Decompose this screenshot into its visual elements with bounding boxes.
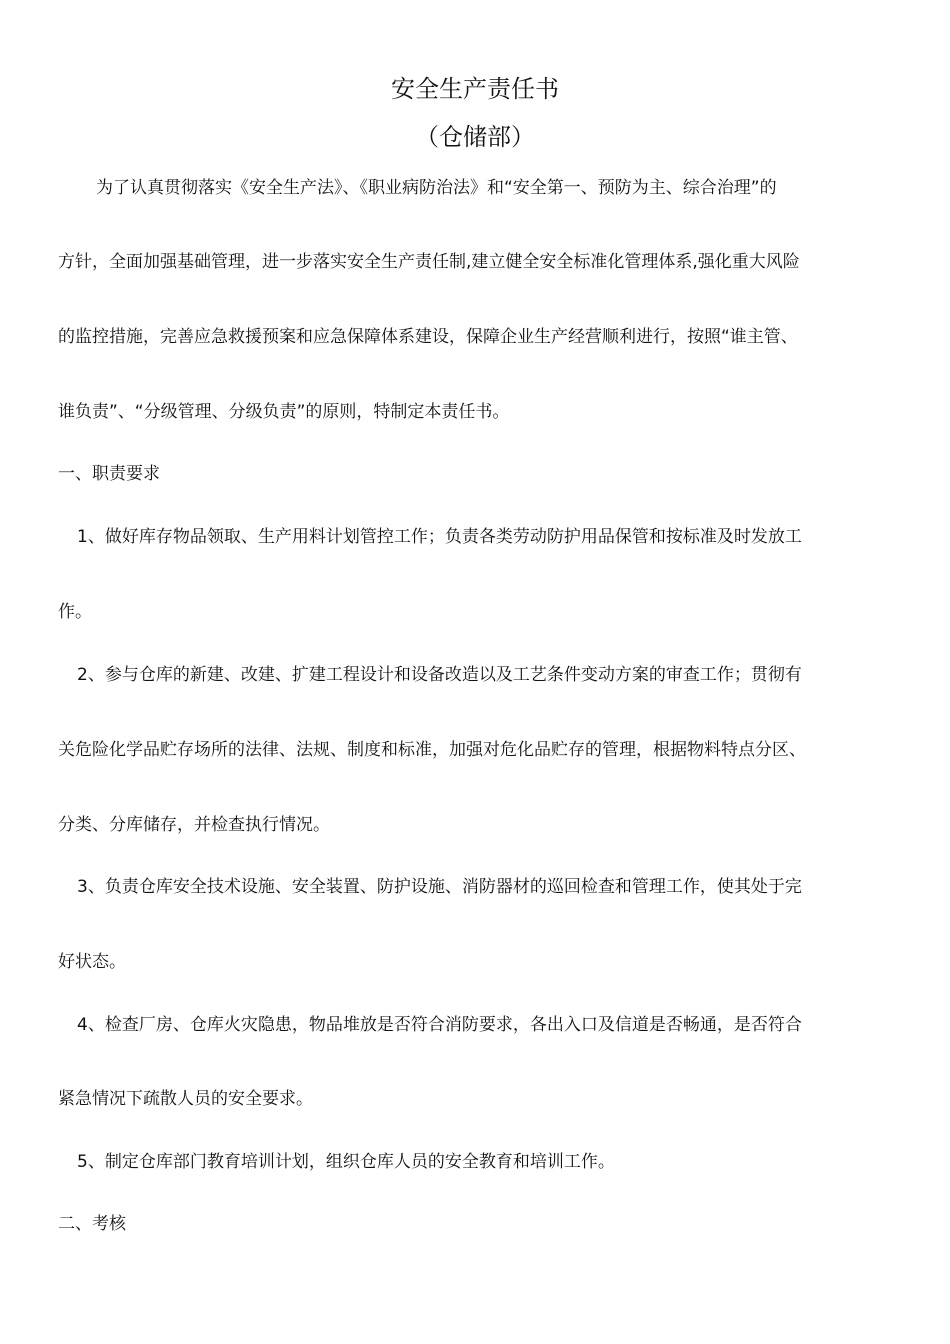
duty-item-2-line: 关危险化学品贮存场所的法律、法规、制度和标准，加强对危化品贮存的管理，根据物料特点分区、: [58, 740, 806, 760]
intro-paragraph-line: 谁负责”、“分级管理、分级负责”的原则，特制定本责任书。: [58, 402, 510, 422]
intro-paragraph-line: 方针，全面加强基础管理，进一步落实安全生产责任制,建立健全安全标准化管理体系,强化重大风险: [58, 252, 800, 272]
duty-item-4-line: 4、检查厂房、仓库火灾隐患，物品堆放是否符合消防要求，各出入口及信道是否畅通，是否符合: [77, 1015, 802, 1035]
duty-item-1-line: 作。: [58, 602, 92, 622]
intro-paragraph-line: 的监控措施，完善应急救援预案和应急保障体系建设，保障企业生产经营顺利进行，按照“谁主管、: [58, 327, 798, 347]
duty-item-5-line: 5、制定仓库部门教育培训计划，组织仓库人员的安全教育和培训工作。: [77, 1152, 615, 1172]
duty-item-2-line: 2、参与仓库的新建、改建、扩建工程设计和设备改造以及工艺条件变动方案的审查工作；贯彻有: [77, 665, 802, 685]
duty-item-3-line: 3、负责仓库安全技术设施、安全装置、防护设施、消防器材的巡回检查和管理工作，使其处于完: [77, 877, 802, 897]
duty-item-2-line: 分类、分库储存，并检查执行情况。: [58, 815, 330, 835]
duty-item-4-line: 紧急情况下疏散人员的安全要求。: [58, 1089, 313, 1109]
section-heading-assessment: 二、考核: [58, 1214, 126, 1234]
page-title: 安全生产责任书: [391, 75, 559, 103]
page-subtitle: （仓储部）: [415, 123, 535, 151]
duty-item-1-line: 1、做好库存物品领取、生产用料计划管控工作；负责各类劳动防护用品保管和按标准及时发放工: [77, 527, 802, 547]
section-heading-duties: 一、职责要求: [58, 464, 160, 484]
intro-paragraph-line: 为了认真贯彻落实《安全生产法》、《职业病防治法》和“安全第一、预防为主、综合治理”的: [96, 178, 777, 198]
duty-item-3-line: 好状态。: [58, 952, 126, 972]
